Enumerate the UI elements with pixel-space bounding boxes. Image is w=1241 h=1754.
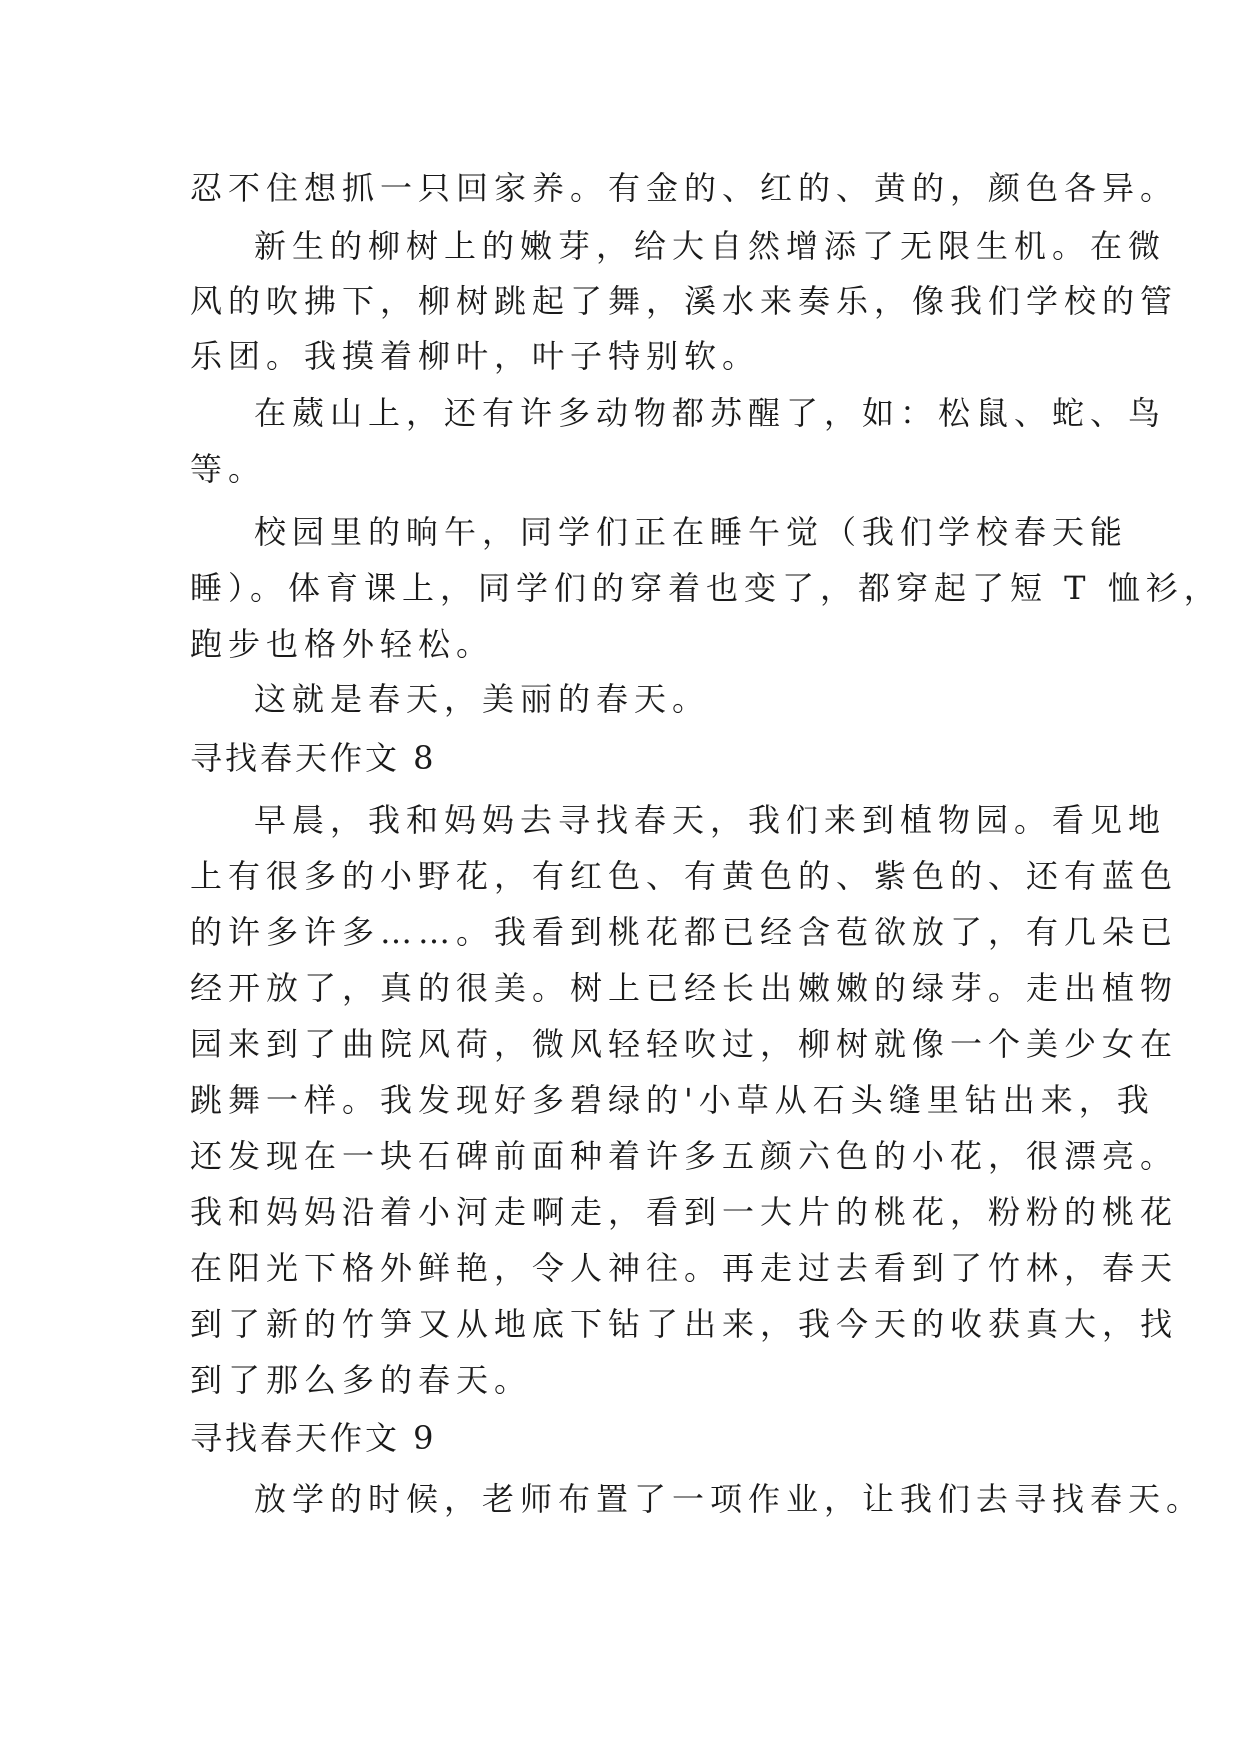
paragraph-line: 睡）。体育课上，同学们的穿着也变了，都穿起了短 T 恤衫， (190, 569, 1222, 607)
paragraph-line: 早晨，我和妈妈去寻找春天，我们来到植物园。看见地 (254, 801, 1167, 839)
section-heading: 寻找春天作文 9 (190, 1419, 437, 1457)
paragraph-line: 上有很多的小野花，有红色、有黄色的、紫色的、还有蓝色 (190, 857, 1179, 895)
paragraph-line: 到了新的竹笋又从地底下钻了出来，我今天的收获真大，找 (190, 1305, 1179, 1343)
paragraph-line: 园来到了曲院风荷，微风轻轻吹过，柳树就像一个美少女在 (190, 1025, 1179, 1063)
paragraph-line: 等。 (190, 450, 267, 488)
paragraph-line: 乐团。我摸着柳叶，叶子特别软。 (190, 337, 761, 375)
paragraph-line: 在阳光下格外鲜艳，令人神往。再走过去看到了竹林，春天 (190, 1249, 1179, 1287)
paragraph-line: 跳舞一样。我发现好多碧绿的'小草从石头缝里钻出来，我 (190, 1081, 1155, 1119)
paragraph-line: 跑步也格外轻松。 (190, 625, 495, 663)
paragraph-line: 忍不住想抓一只回家养。有金的、红的、黄的，颜色各异。 (190, 169, 1179, 207)
paragraph-line: 我和妈妈沿着小河走啊走，看到一大片的桃花，粉粉的桃花 (190, 1193, 1179, 1231)
paragraph-line: 还发现在一块石碑前面种着许多五颜六色的小花，很漂亮。 (190, 1137, 1179, 1175)
paragraph-line: 放学的时候，老师布置了一项作业，让我们去寻找春天。 (254, 1480, 1205, 1518)
paragraph-line: 经开放了，真的很美。树上已经长出嫩嫩的绿芽。走出植物 (190, 969, 1179, 1007)
paragraph-line: 在葳山上，还有许多动物都苏醒了，如：松鼠、蛇、鸟 (254, 394, 1167, 432)
paragraph-line: 新生的柳树上的嫩芽，给大自然增添了无限生机。在微 (254, 227, 1167, 265)
paragraph-line: 的许多许多……。我看到桃花都已经含苞欲放了，有几朵已 (190, 913, 1179, 951)
paragraph-line: 这就是春天，美丽的春天。 (254, 680, 711, 718)
paragraph-line: 到了那么多的春天。 (190, 1361, 533, 1399)
section-heading: 寻找春天作文 8 (190, 739, 437, 777)
paragraph-line: 校园里的晌午，同学们正在睡午觉（我们学校春天能 (254, 513, 1129, 551)
paragraph-line: 风的吹拂下，柳树跳起了舞，溪水来奏乐，像我们学校的管 (190, 282, 1179, 320)
